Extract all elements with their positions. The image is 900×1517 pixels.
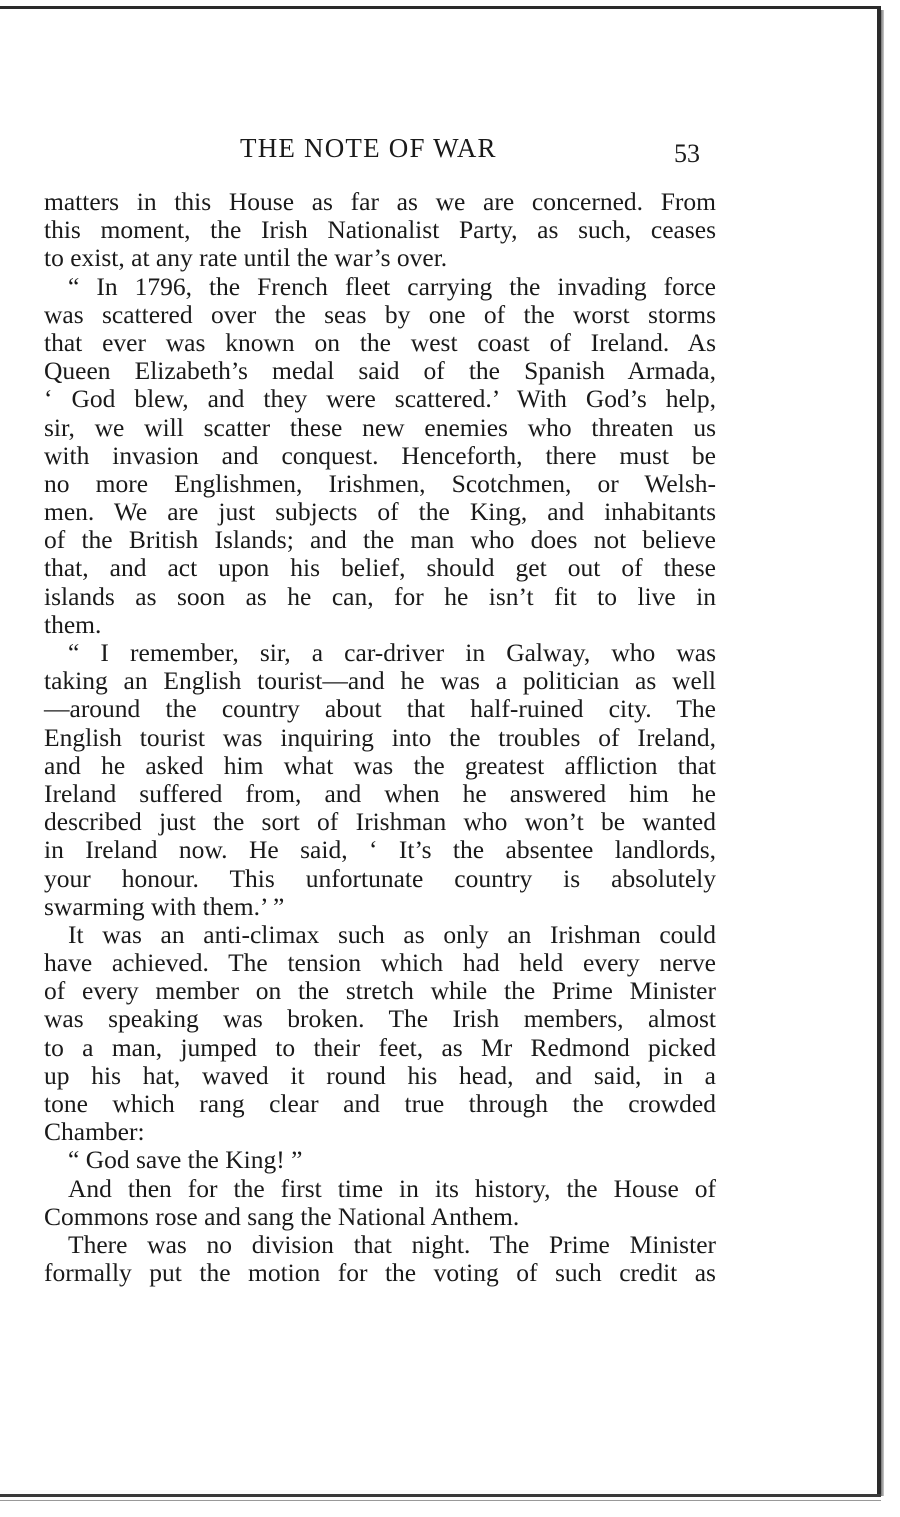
text-line: with invasion and conquest. Henceforth, there must be <box>44 440 716 470</box>
text-line: your honour. This unfortunate country is absolutely <box>44 863 716 893</box>
text-line: that, and act upon his belief, should get out of these <box>44 553 716 583</box>
text-line: was speaking was broken. The Irish members, almost <box>44 1004 716 1034</box>
text-line: sir, we will scatter these new enemies who threaten us <box>44 412 716 442</box>
text-line: Chamber: <box>44 1117 145 1147</box>
text-line: this moment, the Irish Nationalist Party, as such, ceases <box>44 215 716 245</box>
text-line: have achieved. The tension which had held every nerve <box>44 948 716 978</box>
text-line: was scattered over the seas by one of the worst storms <box>44 299 716 329</box>
page-bottom-border-shadow <box>0 1500 881 1501</box>
text-line: described just the sort of Irishman who won’t be wanted <box>44 807 716 837</box>
text-line: of every member on the stretch while the Prime Minister <box>44 976 716 1006</box>
text-line: English tourist was inquiring into the troubles of Ireland, <box>44 722 716 752</box>
text-line: “ God save the King! ” <box>68 1145 303 1175</box>
text-line: swarming with them.’ ” <box>44 891 285 921</box>
text-line: in Ireland now. He said, ‘ It’s the absentee landlords, <box>44 835 716 865</box>
text-line: taking an English tourist—and he was a politician as well <box>44 666 716 696</box>
text-line: to exist, at any rate until the war’s over. <box>44 243 448 273</box>
text-line: islands as soon as he can, for he isn’t fit to live in <box>44 581 716 611</box>
text-line: There was no division that night. The Prime Minister <box>68 1229 716 1259</box>
text-line: “ I remember, sir, a car-driver in Galway, who was <box>68 638 716 667</box>
text-line: And then for the first time in its history, the House of <box>68 1173 716 1203</box>
text-line: them. <box>44 609 102 639</box>
text-line: up his hat, waved it round his head, and said, in a <box>44 1060 716 1090</box>
text-line: —around the country about that half-ruined city. The <box>44 694 716 724</box>
text-line: no more Englishmen, Irishmen, Scotchmen, or Welsh- <box>44 468 716 498</box>
text-line: of the British Islands; and the man who does not believe <box>44 525 716 555</box>
body-text <box>44 188 716 1287</box>
text-line: and he asked him what was the greatest affliction that <box>44 750 716 780</box>
text-line: formally put the motion for the voting of such credit as <box>44 1258 716 1288</box>
page-bottom-border <box>0 1494 881 1497</box>
text-line: to a man, jumped to their feet, as Mr Redmond picked <box>44 1032 716 1062</box>
running-head: THE NOTE OF WAR <box>240 133 497 163</box>
text-line: Queen Elizabeth’s medal said of the Spanish Armada, <box>44 356 716 386</box>
text-line: that ever was known on the west coast of Ireland. As <box>44 327 716 357</box>
page-right-edge-shadow <box>881 10 884 1496</box>
text-line: ‘ God blew, and they were scattered.’ With God’s help, <box>44 384 716 414</box>
text-line: Commons rose and sang the National Anthem. <box>44 1201 520 1231</box>
page-top-border <box>0 6 880 9</box>
text-line: “ In 1796, the French fleet carrying the invading force <box>68 271 716 301</box>
text-line: tone which rang clear and true through the crowded <box>44 1089 716 1118</box>
text-line: matters in this House as far as we are concerned. From <box>44 187 716 216</box>
text-line: It was an anti-climax such as only an Irishman could <box>68 919 716 949</box>
text-line: men. We are just subjects of the King, and inhabitants <box>44 497 716 527</box>
page-number: 53 <box>674 139 700 168</box>
text-line: Ireland suffered from, and when he answered him he <box>44 778 716 808</box>
